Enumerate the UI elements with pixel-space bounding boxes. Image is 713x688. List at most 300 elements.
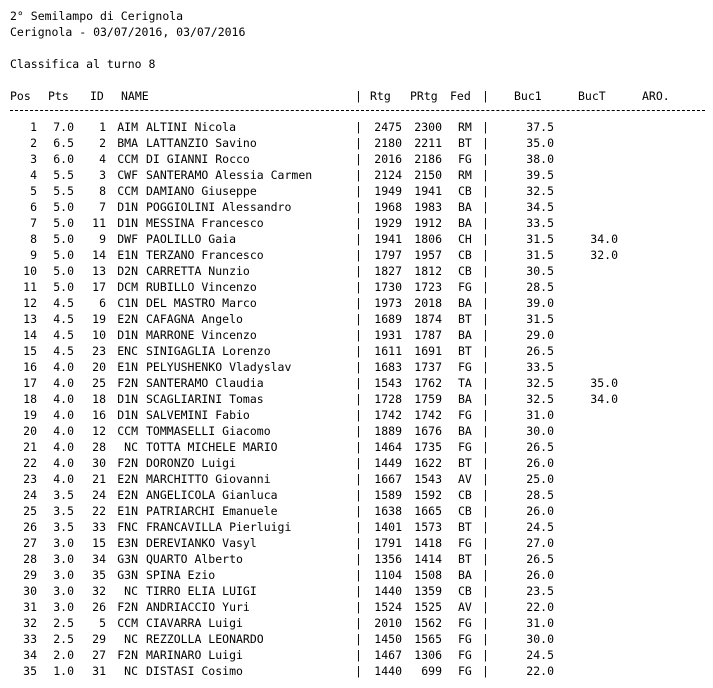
cell-separator: |	[482, 200, 489, 214]
cell-separator: |	[482, 520, 489, 534]
cell-separator: |	[355, 552, 362, 566]
col-fed: Fed	[450, 89, 471, 103]
cell-fed: BT	[458, 552, 472, 566]
cell-name: MARCHITTO Giovanni	[146, 472, 271, 486]
cell-pts: 3.5	[53, 488, 74, 502]
cell-prtg: 1983	[414, 200, 442, 214]
table-row	[0, 647, 713, 663]
cell-pts: 5.0	[53, 216, 74, 230]
cell-separator: |	[482, 504, 489, 518]
cell-name: CAFAGNA Angelo	[146, 312, 243, 326]
cell-category: E1N	[117, 360, 138, 374]
cell-category: F2N	[117, 600, 138, 614]
cell-rtg: 1929	[374, 216, 402, 230]
cell-pos: 29	[23, 568, 37, 582]
cell-pts: 3.0	[53, 552, 74, 566]
cell-separator: |	[482, 264, 489, 278]
cell-fed: BA	[458, 296, 472, 310]
cell-separator: |	[355, 360, 362, 374]
table-row	[0, 231, 713, 247]
cell-buc1: 38.0	[526, 152, 554, 166]
cell-name: CARRETTA Nunzio	[146, 264, 250, 278]
cell-separator: |	[355, 216, 362, 230]
cell-rtg: 1611	[374, 344, 402, 358]
cell-separator: |	[482, 312, 489, 326]
col-buc1: Buc1	[514, 89, 542, 103]
col-id: ID	[90, 89, 104, 103]
cell-pts: 6.5	[53, 136, 74, 150]
cell-buc1: 32.5	[526, 184, 554, 198]
cell-rtg: 1949	[374, 184, 402, 198]
cell-category: DCM	[117, 280, 138, 294]
cell-pts: 7.0	[53, 120, 74, 134]
cell-separator: |	[482, 328, 489, 342]
cell-pos: 18	[23, 392, 37, 406]
cell-pts: 4.0	[53, 456, 74, 470]
cell-fed: CB	[458, 264, 472, 278]
table-row	[0, 151, 713, 167]
cell-buc1: 33.5	[526, 360, 554, 374]
cell-prtg: 1418	[414, 536, 442, 550]
cell-separator: |	[355, 376, 362, 390]
cell-rtg: 1791	[374, 536, 402, 550]
cell-pos: 15	[23, 344, 37, 358]
cell-name: DEL MASTRO Marco	[146, 296, 257, 310]
cell-id: 33	[92, 520, 106, 534]
cell-id: 11	[92, 216, 106, 230]
cell-fed: FG	[458, 152, 472, 166]
cell-pos: 6	[30, 200, 37, 214]
cell-name: DI GIANNI Rocco	[146, 152, 250, 166]
cell-separator: |	[355, 600, 362, 614]
cell-buc1: 26.5	[526, 552, 554, 566]
cell-prtg: 1562	[414, 616, 442, 630]
cell-category: E2N	[117, 472, 138, 486]
cell-name: RUBILLO Vincenzo	[146, 280, 257, 294]
cell-pos: 13	[23, 312, 37, 326]
cell-id: 5	[99, 616, 106, 630]
cell-separator: |	[355, 632, 362, 646]
cell-pts: 4.5	[53, 312, 74, 326]
cell-name: MARINARO Luigi	[146, 648, 243, 662]
cell-fed: BA	[458, 328, 472, 342]
cell-name: SALVEMINI Fabio	[146, 408, 250, 422]
cell-name: SANTERAMO Claudia	[146, 376, 264, 390]
cell-pos: 30	[23, 584, 37, 598]
cell-rtg: 1742	[374, 408, 402, 422]
cell-pos: 1	[30, 120, 37, 134]
cell-buc1: 22.0	[526, 664, 554, 678]
cell-pts: 3.0	[53, 584, 74, 598]
cell-separator: |	[355, 664, 362, 678]
cell-separator: |	[482, 184, 489, 198]
cell-category: FNC	[117, 520, 138, 534]
cell-separator: |	[355, 328, 362, 342]
cell-separator: |	[482, 136, 489, 150]
cell-name: DISTASI Cosimo	[146, 664, 243, 678]
cell-id: 26	[92, 600, 106, 614]
cell-prtg: 1306	[414, 648, 442, 662]
cell-buc1: 30.0	[526, 632, 554, 646]
cell-pts: 4.0	[53, 440, 74, 454]
cell-pts: 4.0	[53, 376, 74, 390]
table-row	[0, 247, 713, 263]
cell-separator: |	[482, 392, 489, 406]
table-row	[0, 295, 713, 311]
cell-category: E1N	[117, 504, 138, 518]
cell-id: 2	[99, 136, 106, 150]
cell-category: G3N	[117, 552, 138, 566]
cell-separator: |	[355, 200, 362, 214]
cell-id: 35	[92, 568, 106, 582]
col-buct: BucT	[578, 89, 606, 103]
cell-rtg: 1941	[374, 232, 402, 246]
cell-category: D1N	[117, 216, 138, 230]
cell-name: SPINA Ezio	[146, 568, 216, 582]
cell-id: 16	[92, 408, 106, 422]
cell-prtg: 1762	[414, 376, 442, 390]
cell-buc1: 32.5	[526, 392, 554, 406]
cell-pts: 5.0	[53, 200, 74, 214]
cell-rtg: 1973	[374, 296, 402, 310]
cell-name: DORONZO Luigi	[146, 456, 237, 470]
cell-pts: 4.0	[53, 392, 74, 406]
cell-id: 1	[99, 120, 106, 134]
table-row	[0, 583, 713, 599]
cell-buct: 34.0	[590, 392, 618, 406]
cell-rtg: 1440	[374, 584, 402, 598]
cell-prtg: 1723	[414, 280, 442, 294]
cell-buc1: 22.0	[526, 600, 554, 614]
cell-pos: 19	[23, 408, 37, 422]
col-aro: ARO.	[642, 89, 670, 103]
column-header-row	[0, 88, 713, 104]
cell-name: CIAVARRA Luigi	[146, 616, 243, 630]
cell-id: 31	[92, 664, 106, 678]
cell-fed: AV	[458, 472, 472, 486]
cell-category: E3N	[117, 536, 138, 550]
cell-pts: 5.0	[53, 248, 74, 262]
cell-pts: 5.5	[53, 184, 74, 198]
cell-rtg: 1931	[374, 328, 402, 342]
cell-pts: 3.0	[53, 568, 74, 582]
table-row	[0, 663, 713, 679]
cell-category: BMA	[117, 136, 138, 150]
cell-separator: |	[482, 168, 489, 182]
cell-prtg: 1941	[414, 184, 442, 198]
cell-buc1: 25.0	[526, 472, 554, 486]
cell-prtg: 2018	[414, 296, 442, 310]
cell-id: 7	[99, 200, 106, 214]
cell-prtg: 1543	[414, 472, 442, 486]
cell-prtg: 2150	[414, 168, 442, 182]
cell-buct: 34.0	[590, 232, 618, 246]
cell-id: 18	[92, 392, 106, 406]
cell-name: ALTINI Nicola	[146, 120, 237, 134]
cell-separator: |	[355, 424, 362, 438]
cell-separator: |	[482, 296, 489, 310]
cell-separator: |	[482, 120, 489, 134]
table-row	[0, 311, 713, 327]
cell-prtg: 1359	[414, 584, 442, 598]
cell-category: AIM	[117, 120, 138, 134]
cell-separator: |	[355, 648, 362, 662]
cell-pos: 35	[23, 664, 37, 678]
col-name: NAME	[121, 89, 149, 103]
cell-name: TOMMASELLI Giacomo	[146, 424, 271, 438]
cell-id: 17	[92, 280, 106, 294]
cell-prtg: 1414	[414, 552, 442, 566]
cell-name: TERZANO Francesco	[146, 248, 264, 262]
cell-id: 28	[92, 440, 106, 454]
cell-prtg: 2300	[414, 120, 442, 134]
cell-name: TIRRO ELIA LUIGI	[146, 584, 257, 598]
cell-category: NC	[124, 632, 138, 646]
table-row	[0, 327, 713, 343]
cell-rtg: 1464	[374, 440, 402, 454]
cell-name: SANTERAMO Alessia Carmen	[146, 168, 313, 182]
cell-separator: |	[355, 232, 362, 246]
cell-category: G3N	[117, 568, 138, 582]
cell-category: D1N	[117, 392, 138, 406]
cell-separator: |	[482, 424, 489, 438]
cell-buc1: 28.5	[526, 488, 554, 502]
cell-pos: 34	[23, 648, 37, 662]
cell-category: E2N	[117, 312, 138, 326]
cell-id: 14	[92, 248, 106, 262]
cell-category: E2N	[117, 488, 138, 502]
table-row	[0, 407, 713, 423]
cell-separator: |	[482, 648, 489, 662]
cell-buc1: 26.0	[526, 456, 554, 470]
cell-prtg: 1573	[414, 520, 442, 534]
cell-category: NC	[124, 664, 138, 678]
cell-separator: |	[355, 152, 362, 166]
cell-buc1: 39.5	[526, 168, 554, 182]
table-row	[0, 439, 713, 455]
cell-id: 9	[99, 232, 106, 246]
cell-prtg: 1812	[414, 264, 442, 278]
table-row	[0, 119, 713, 135]
cell-id: 8	[99, 184, 106, 198]
cell-id: 13	[92, 264, 106, 278]
table-row	[0, 199, 713, 215]
cell-rtg: 1104	[374, 568, 402, 582]
cell-pos: 23	[23, 472, 37, 486]
cell-separator: |	[482, 408, 489, 422]
table-row	[0, 263, 713, 279]
table-row	[0, 503, 713, 519]
cell-prtg: 1525	[414, 600, 442, 614]
cell-rtg: 2180	[374, 136, 402, 150]
cell-separator: |	[482, 232, 489, 246]
cell-pts: 1.0	[53, 664, 74, 678]
cell-buc1: 31.0	[526, 408, 554, 422]
cell-prtg: 1737	[414, 360, 442, 374]
cell-separator: |	[355, 280, 362, 294]
cell-fed: BT	[458, 520, 472, 534]
cell-category: D1N	[117, 200, 138, 214]
cell-fed: BA	[458, 568, 472, 582]
cell-category: F2N	[117, 456, 138, 470]
cell-category: CCM	[117, 424, 138, 438]
cell-pos: 33	[23, 632, 37, 646]
cell-name: FRANCAVILLA Pierluigi	[146, 520, 292, 534]
cell-fed: AV	[458, 600, 472, 614]
cell-separator: |	[355, 184, 362, 198]
table-row	[0, 519, 713, 535]
tournament-subtitle: Cerignola - 03/07/2016, 03/07/2016	[10, 25, 246, 39]
cell-fed: CB	[458, 584, 472, 598]
col-rtg: Rtg	[370, 89, 391, 103]
cell-id: 15	[92, 536, 106, 550]
cell-rtg: 1968	[374, 200, 402, 214]
cell-prtg: 1957	[414, 248, 442, 262]
cell-rtg: 2010	[374, 616, 402, 630]
table-row	[0, 135, 713, 151]
tournament-title: 2° Semilampo di Cerignola	[10, 9, 184, 23]
cell-id: 23	[92, 344, 106, 358]
cell-rtg: 1589	[374, 488, 402, 502]
cell-separator: |	[355, 312, 362, 326]
cell-prtg: 1806	[414, 232, 442, 246]
cell-category: D1N	[117, 328, 138, 342]
cell-name: ANDRIACCIO Yuri	[146, 600, 250, 614]
cell-fed: BA	[458, 424, 472, 438]
cell-fed: BA	[458, 392, 472, 406]
table-row	[0, 471, 713, 487]
cell-pts: 2.5	[53, 632, 74, 646]
cell-fed: FG	[458, 280, 472, 294]
cell-prtg: 1508	[414, 568, 442, 582]
cell-separator: |	[482, 536, 489, 550]
cell-fed: RM	[458, 120, 472, 134]
cell-rtg: 1689	[374, 312, 402, 326]
cell-name: DAMIANO Giuseppe	[146, 184, 257, 198]
cell-separator: |	[482, 488, 489, 502]
cell-rtg: 1638	[374, 504, 402, 518]
cell-pts: 4.0	[53, 408, 74, 422]
cell-name: MESSINA Francesco	[146, 216, 264, 230]
cell-fed: CH	[458, 232, 472, 246]
cell-rtg: 1449	[374, 456, 402, 470]
table-row	[0, 551, 713, 567]
cell-buc1: 31.5	[526, 232, 554, 246]
cell-buc1: 26.0	[526, 568, 554, 582]
cell-id: 34	[92, 552, 106, 566]
cell-rtg: 1524	[374, 600, 402, 614]
cell-fed: FG	[458, 408, 472, 422]
cell-prtg: 1665	[414, 504, 442, 518]
cell-buc1: 24.5	[526, 520, 554, 534]
cell-fed: BA	[458, 216, 472, 230]
cell-name: ANGELICOLA Gianluca	[146, 488, 278, 502]
cell-name: POGGIOLINI Alessandro	[146, 200, 292, 214]
cell-category: C1N	[117, 296, 138, 310]
cell-fed: FG	[458, 632, 472, 646]
cell-category: D2N	[117, 264, 138, 278]
cell-prtg: 2211	[414, 136, 442, 150]
cell-category: CCM	[117, 616, 138, 630]
cell-buc1: 26.0	[526, 504, 554, 518]
cell-separator: |	[482, 152, 489, 166]
cell-fed: BT	[458, 344, 472, 358]
cell-fed: FG	[458, 648, 472, 662]
cell-separator: |	[482, 616, 489, 630]
cell-pts: 4.5	[53, 328, 74, 342]
table-row	[0, 343, 713, 359]
cell-buc1: 31.5	[526, 312, 554, 326]
cell-rtg: 1667	[374, 472, 402, 486]
table-row	[0, 375, 713, 391]
cell-id: 3	[99, 168, 106, 182]
cell-separator: |	[355, 344, 362, 358]
cell-separator: |	[355, 488, 362, 502]
cell-buc1: 39.0	[526, 296, 554, 310]
cell-id: 29	[92, 632, 106, 646]
cell-category: DWF	[117, 232, 138, 246]
cell-separator: |	[355, 456, 362, 470]
cell-buc1: 31.5	[526, 248, 554, 262]
cell-separator: |	[482, 248, 489, 262]
cell-pos: 28	[23, 552, 37, 566]
table-row	[0, 167, 713, 183]
cell-rtg: 1827	[374, 264, 402, 278]
cell-separator: |	[482, 584, 489, 598]
table-row	[0, 631, 713, 647]
col-separator: |	[482, 89, 489, 103]
table-row	[0, 183, 713, 199]
cell-rtg: 1730	[374, 280, 402, 294]
cell-fed: BA	[458, 200, 472, 214]
cell-prtg: 1676	[414, 424, 442, 438]
cell-prtg: 1622	[414, 456, 442, 470]
table-row	[0, 535, 713, 551]
cell-pos: 16	[23, 360, 37, 374]
cell-buc1: 30.5	[526, 264, 554, 278]
cell-buc1: 28.5	[526, 280, 554, 294]
cell-separator: |	[482, 456, 489, 470]
cell-buc1: 29.0	[526, 328, 554, 342]
cell-name: PATRIARCHI Emanuele	[146, 504, 278, 518]
cell-separator: |	[482, 376, 489, 390]
cell-separator: |	[482, 632, 489, 646]
cell-pos: 14	[23, 328, 37, 342]
cell-buc1: 37.5	[526, 120, 554, 134]
cell-pos: 8	[30, 232, 37, 246]
col-pos: Pos	[10, 89, 31, 103]
cell-buc1: 33.5	[526, 216, 554, 230]
cell-category: ENC	[117, 344, 138, 358]
cell-pts: 2.0	[53, 648, 74, 662]
cell-separator: |	[355, 248, 362, 262]
cell-separator: |	[482, 552, 489, 566]
cell-separator: |	[355, 568, 362, 582]
cell-buc1: 31.0	[526, 616, 554, 630]
cell-separator: |	[482, 344, 489, 358]
cell-separator: |	[482, 280, 489, 294]
cell-pos: 10	[23, 264, 37, 278]
cell-separator: |	[355, 136, 362, 150]
col-prtg: PRtg	[410, 89, 438, 103]
cell-pts: 4.0	[53, 360, 74, 374]
cell-prtg: 699	[421, 664, 442, 678]
cell-id: 32	[92, 584, 106, 598]
cell-rtg: 1543	[374, 376, 402, 390]
cell-pts: 4.0	[53, 472, 74, 486]
cell-fed: CB	[458, 184, 472, 198]
table-row	[0, 455, 713, 471]
